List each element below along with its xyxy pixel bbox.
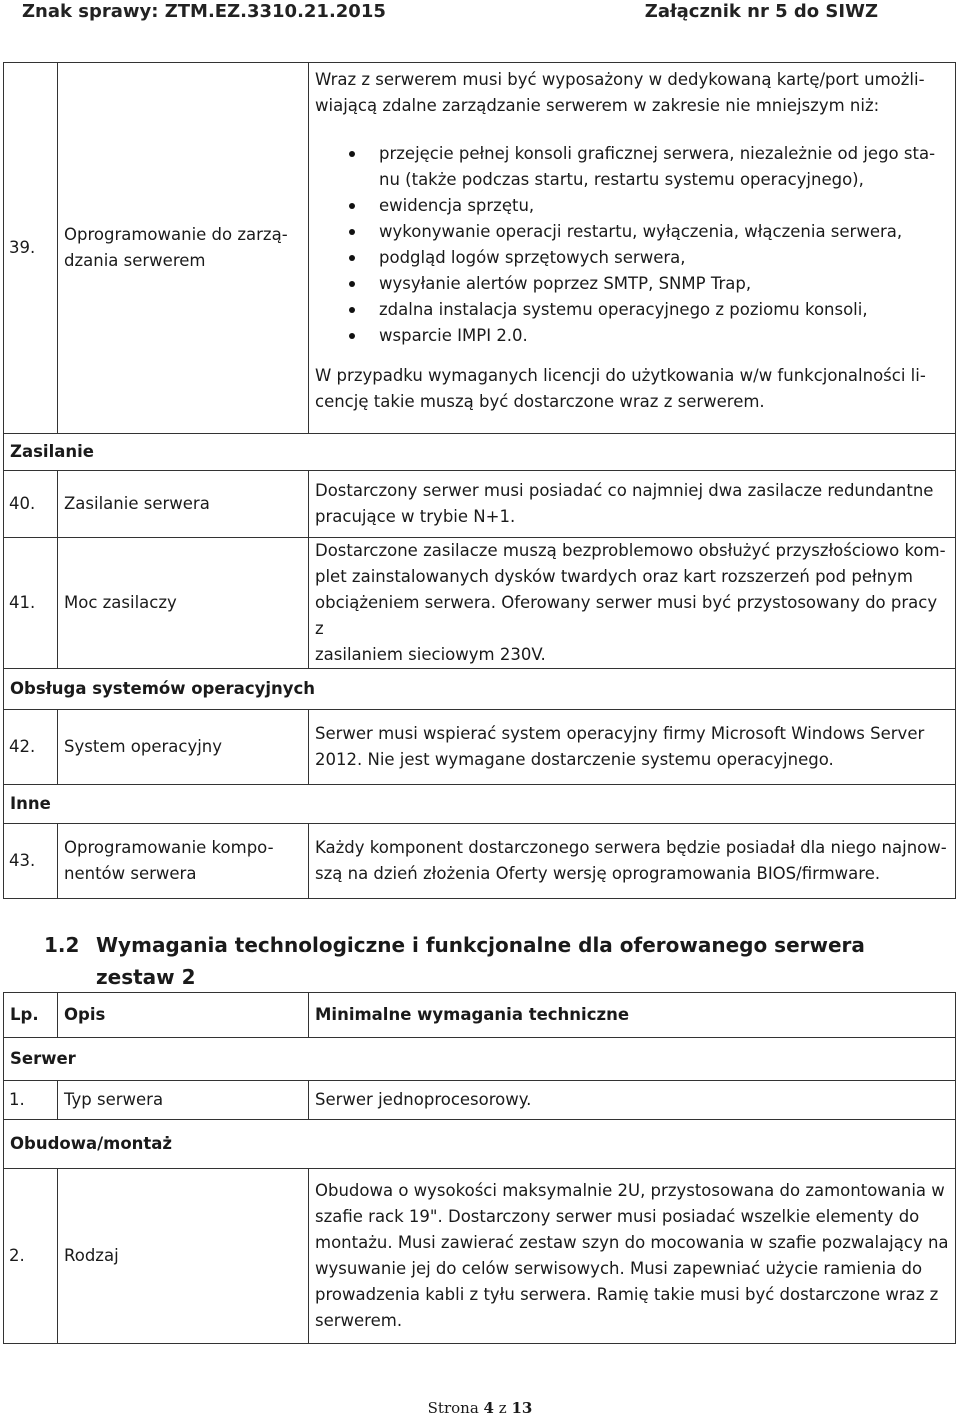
row-label: Zasilanie serwera — [58, 471, 309, 538]
desc-line: wiającą zdalne zarządzanie serwerem w zakresie nie mniejszym niż: — [315, 96, 880, 115]
feature-line: nu (także podczas startu, restartu systemu operacyjnego), — [379, 170, 864, 189]
row-description — [309, 63, 956, 434]
table-header-row — [4, 993, 956, 1038]
page-footer — [0, 1399, 960, 1417]
desc-line: szą na dzień złożenia Oferty wersję oprogramowania BIOS/firmware. — [315, 864, 881, 883]
feature-line: ewidencja sprzętu, — [379, 196, 535, 215]
desc-line: szafie rack 19". Dostarczony serwer musi posiadać wszelkie elementy do — [315, 1207, 920, 1226]
row-number: 40. — [4, 471, 58, 538]
table-row — [4, 63, 956, 434]
section-number: 1.2 — [44, 933, 80, 957]
footer-total-pages: 13 — [511, 1399, 533, 1417]
row-number: 39. — [4, 63, 58, 434]
feature-list-item — [379, 193, 949, 219]
desc-line: zasilaniem sieciowym 230V. — [315, 645, 546, 664]
row-description — [309, 824, 956, 899]
row-label — [58, 63, 309, 434]
section-title-line: zestaw 2 — [96, 965, 196, 989]
feature-list — [315, 141, 949, 349]
section-title-inne: Inne — [4, 785, 956, 824]
feature-line: przejęcie pełnej konsoli graficznej serwera, niezależnie od jego sta- — [379, 144, 936, 163]
requirements-table-2 — [3, 992, 956, 1344]
section-row — [4, 1038, 956, 1081]
desc-line: W przypadku wymaganych licencji do użytkowania w/w funkcjonalności li- — [315, 366, 926, 385]
row-label-line: Oprogramowanie kompo- — [64, 838, 274, 857]
section-heading — [44, 929, 865, 993]
row-description — [309, 471, 956, 538]
section-row — [4, 669, 956, 710]
column-header-opis: Opis — [58, 993, 309, 1038]
footer-prefix: Strona — [427, 1399, 479, 1417]
row-number: 41. — [4, 538, 58, 669]
column-header-lp: Lp. — [4, 993, 58, 1038]
table-row — [4, 538, 956, 669]
section-title-os: Obsługa systemów operacyjnych — [4, 669, 956, 710]
row-description — [309, 710, 956, 785]
feature-line: zdalna instalacja systemu operacyjnego z poziomu konsoli, — [379, 300, 868, 319]
requirements-table-1 — [3, 62, 956, 899]
attachment-label: Załącznik nr 5 do SIWZ — [644, 1, 878, 22]
column-header-requirements: Minimalne wymagania techniczne — [309, 993, 956, 1038]
row-label: Rodzaj — [58, 1169, 309, 1344]
desc-line: Dostarczone zasilacze muszą bezproblemowo obsłużyć przyszłościowo kom- — [315, 541, 946, 560]
row-number: 43. — [4, 824, 58, 899]
desc-line: pracujące w trybie N+1. — [315, 507, 516, 526]
row-label: Moc zasilaczy — [58, 538, 309, 669]
feature-list-item — [379, 219, 949, 245]
table-row — [4, 1081, 956, 1120]
table-row — [4, 471, 956, 538]
case-number: Znak sprawy: ZTM.EZ.3310.21.2015 — [22, 1, 386, 22]
feature-list-item — [379, 141, 949, 193]
desc-line: Wraz z serwerem musi być wyposażony w dedykowaną kartę/port umożli- — [315, 70, 925, 89]
desc-line: obciążeniem serwera. Oferowany serwer musi być przystosowany do pracy z — [315, 593, 938, 638]
section-row — [4, 434, 956, 471]
section-title-serwer: Serwer — [4, 1038, 956, 1081]
desc-line: Obudowa o wysokości maksymalnie 2U, przystosowana do zamontowania w — [315, 1181, 945, 1200]
feature-list-item — [379, 245, 949, 271]
row-description: Serwer jednoprocesorowy. — [309, 1081, 956, 1120]
desc-line: Serwer musi wspierać system operacyjny firmy Microsoft Windows Server — [315, 724, 925, 743]
desc-line: cencję takie muszą być dostarczone wraz z serwerem. — [315, 392, 765, 411]
desc-line: wysuwanie jej do celów serwisowych. Musi zapewniać użycie ramienia do — [315, 1259, 923, 1278]
feature-list-item — [379, 323, 949, 349]
row-number: 1. — [4, 1081, 58, 1120]
row-description — [309, 1169, 956, 1344]
row-description — [309, 538, 956, 669]
desc-line: serwerem. — [315, 1311, 403, 1330]
feature-line: podgląd logów sprzętowych serwera, — [379, 248, 686, 267]
footer-of: z — [498, 1399, 507, 1417]
desc-line: Dostarczony serwer musi posiadać co najmniej dwa zasilacze redundantne — [315, 481, 934, 500]
section-row — [4, 785, 956, 824]
row-number: 42. — [4, 710, 58, 785]
desc-line: montażu. Musi zawierać zestaw szyn do mocowania w szafie pozwalający na — [315, 1233, 949, 1252]
feature-list-item — [379, 297, 949, 323]
row-label-line: nentów serwera — [64, 864, 197, 883]
page-header — [0, 0, 960, 30]
desc-line: plet zainstalowanych dysków twardych oraz kart rozszerzeń pod pełnym — [315, 567, 913, 586]
desc-line: prowadzenia kabli z tyłu serwera. Ramię takie musi być dostarczone wraz z — [315, 1285, 939, 1304]
feature-line: wysyłanie alertów poprzez SMTP, SNMP Trap, — [379, 274, 752, 293]
row-label: Typ serwera — [58, 1081, 309, 1120]
section-title-line: Wymagania technologiczne i funkcjonalne dla oferowanego serwera — [96, 933, 865, 957]
feature-line: wsparcie IMPI 2.0. — [379, 326, 528, 345]
feature-line: wykonywanie operacji restartu, wyłączenia, włączenia serwera, — [379, 222, 903, 241]
section-title-zasilanie: Zasilanie — [4, 434, 956, 471]
row-label: System operacyjny — [58, 710, 309, 785]
feature-list-item — [379, 271, 949, 297]
section-row — [4, 1120, 956, 1169]
row-label — [58, 824, 309, 899]
desc-line: 2012. Nie jest wymagane dostarczenie systemu operacyjnego. — [315, 750, 834, 769]
row-label-line: Oprogramowanie do zarzą- — [64, 225, 288, 244]
footer-page-number: 4 — [483, 1399, 494, 1417]
row-number: 2. — [4, 1169, 58, 1344]
section-title-obudowa: Obudowa/montaż — [4, 1120, 956, 1169]
desc-line: Każdy komponent dostarczonego serwera będzie posiadał dla niego najnow- — [315, 838, 947, 857]
row-label-line: dzania serwerem — [64, 251, 206, 270]
table-row — [4, 824, 956, 899]
table-row — [4, 1169, 956, 1344]
table-row — [4, 710, 956, 785]
